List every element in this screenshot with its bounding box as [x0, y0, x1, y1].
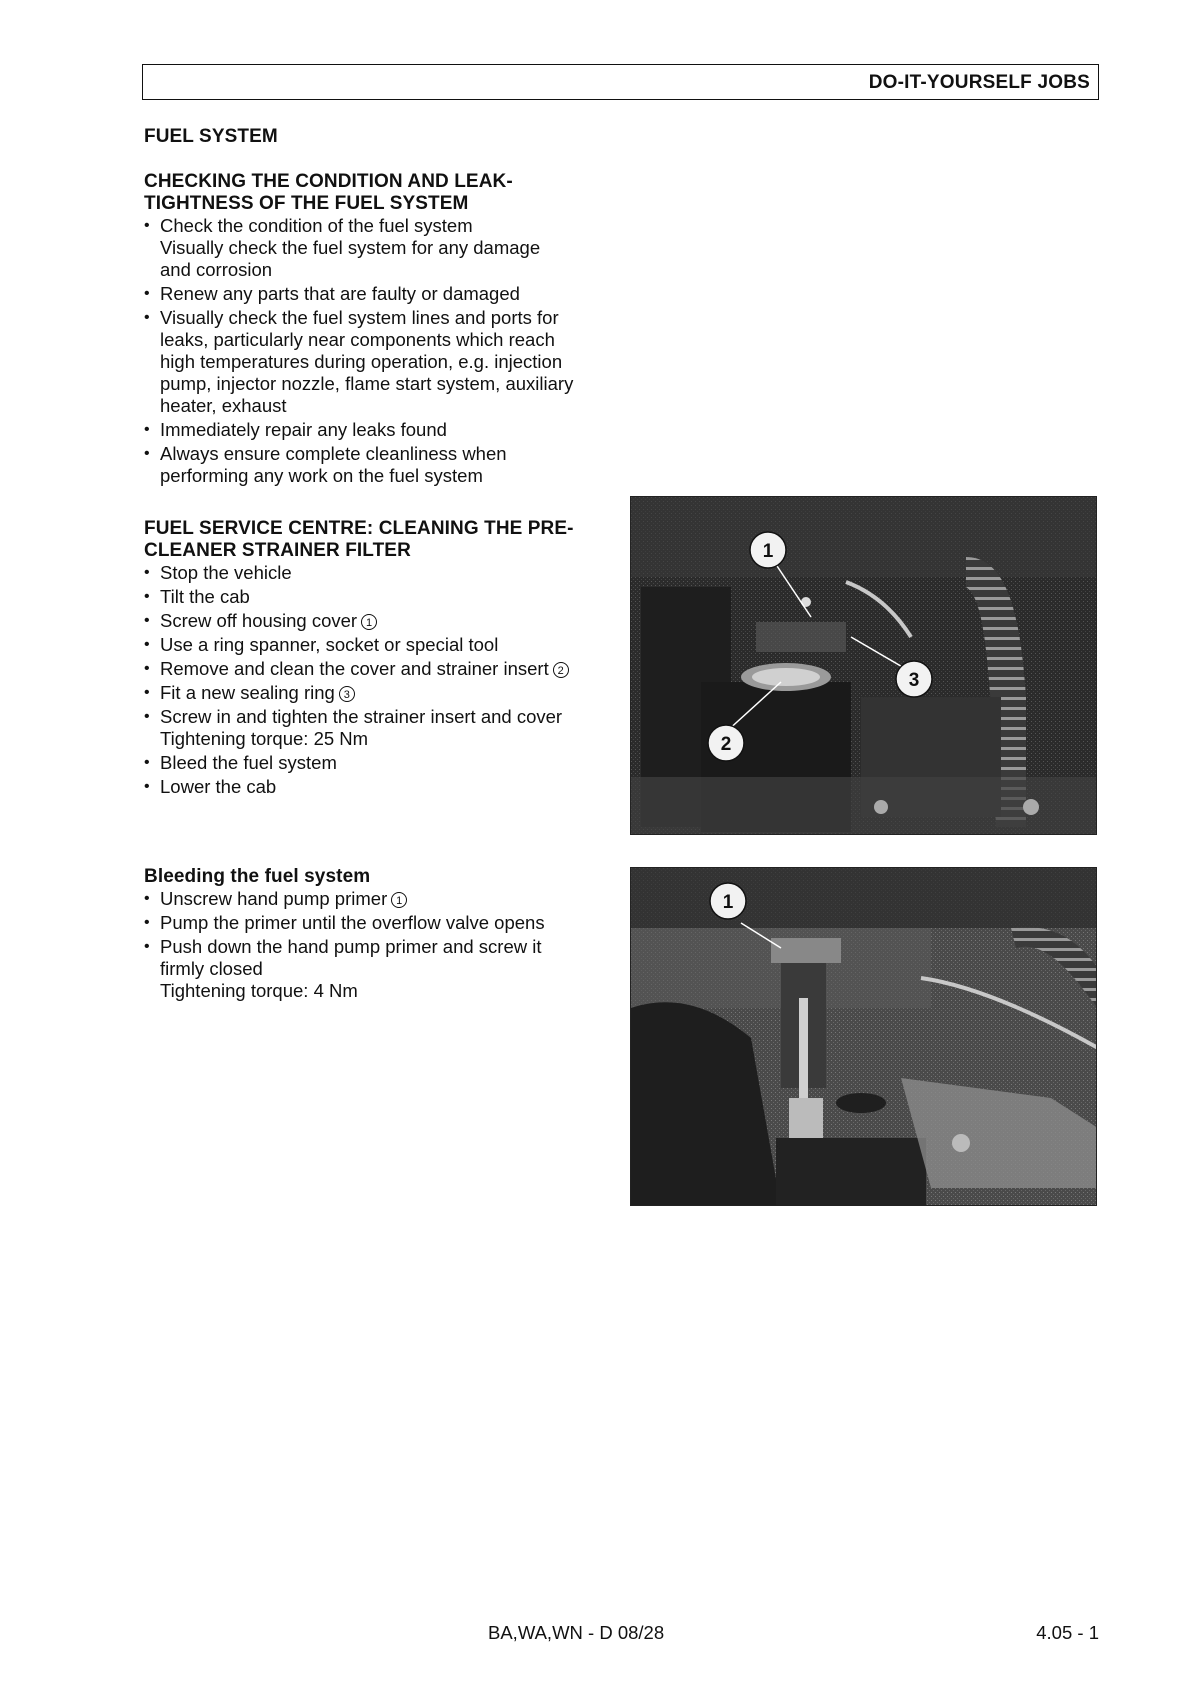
service-heading: FUEL SERVICE CENTRE: CLEANING THE PRE- CLEANER STRAINER FILTER — [144, 518, 574, 561]
bleeding-heading: Bleeding the fuel system — [144, 866, 371, 887]
ref-marker-3: 3 — [339, 686, 355, 702]
svg-text:1: 1 — [722, 892, 734, 913]
list-item: • Always ensure complete cleanliness when performing any work on the fuel system — [144, 443, 634, 487]
callout-3 — [896, 661, 932, 697]
list-item: • Fit a new sealing ring 3 — [144, 682, 644, 704]
list-item: • Unscrew hand pump primer 1 — [144, 888, 634, 910]
section-checking — [144, 171, 634, 489]
svg-text:2: 2 — [720, 734, 732, 755]
callout-2 — [708, 725, 744, 761]
list-item: • Pump the primer until the overflow valve opens — [144, 912, 634, 934]
photo-hand-pump-primer — [630, 867, 1097, 1206]
list-item: • Lower the cab — [144, 776, 644, 798]
photo-primer-illustration — [631, 868, 1097, 1206]
list-item: • Visually check the fuel system lines and ports for leaks, particularly near components which reach high temperatures during operation, e.g. injection pump, injector nozzle, flame start system, auxiliary heater, exhaust — [144, 307, 634, 417]
header-box — [142, 64, 1099, 100]
callout-1 — [710, 883, 746, 919]
list-item: • Immediately repair any leaks found — [144, 419, 634, 441]
section-fuel-system — [144, 126, 624, 148]
section-title: FUEL SYSTEM — [144, 126, 278, 147]
photo-strainer-filter — [630, 496, 1097, 835]
list-item: • Use a ring spanner, socket or special tool — [144, 634, 644, 656]
list-item: • Screw in and tighten the strainer insert and cover Tightening torque: 25 Nm — [144, 706, 644, 750]
svg-text:3: 3 — [908, 670, 920, 691]
ref-marker-1: 1 — [391, 892, 407, 908]
checking-list — [144, 215, 634, 487]
page-number: 4.05 - 1 — [1036, 1622, 1099, 1643]
section-service-centre — [144, 518, 644, 800]
list-item: • Stop the vehicle — [144, 562, 644, 584]
ref-marker-2: 2 — [553, 662, 569, 678]
service-list — [144, 562, 644, 798]
section-bleeding — [144, 866, 634, 1004]
list-item: • Check the condition of the fuel system Visually check the fuel system for any damage and corrosion — [144, 215, 634, 281]
list-item: • Renew any parts that are faulty or damaged — [144, 283, 634, 305]
list-item: • Bleed the fuel system — [144, 752, 644, 774]
header-title: DO-IT-YOURSELF JOBS — [868, 72, 1090, 93]
list-item: • Remove and clean the cover and strainer insert 2 — [144, 658, 644, 680]
svg-text:1: 1 — [762, 541, 774, 562]
list-item: • Push down the hand pump primer and screw it firmly closed Tightening torque: 4 Nm — [144, 936, 634, 1002]
footer-code: BA,WA,WN - D 08/28 — [488, 1622, 665, 1643]
photo-strainer-illustration — [631, 497, 1097, 835]
callout-1 — [750, 532, 786, 568]
list-item: • Tilt the cab — [144, 586, 644, 608]
checking-heading: CHECKING THE CONDITION AND LEAK- TIGHTNESS OF THE FUEL SYSTEM — [144, 171, 513, 214]
bleeding-list — [144, 888, 634, 1002]
list-item: • Screw off housing cover 1 — [144, 610, 644, 632]
ref-marker-1: 1 — [361, 614, 377, 630]
